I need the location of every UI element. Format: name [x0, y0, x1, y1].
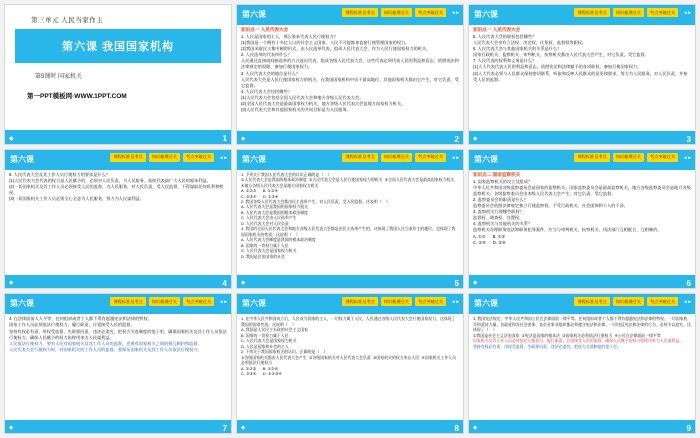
slide-thumbnail-7[interactable]	[4, 293, 232, 434]
body-text-2: (1)我国是一个拥有十多亿人口的社会主义国家，人民不可能都来直接行使管理国家的权力。	[241, 40, 410, 46]
body-text-4: 监察委员会依照法律规定独立行使监察权，不受行政机关、社会团体和个人的干涉。	[473, 203, 628, 209]
knowledge-point-label: 知识点二 国家监察机关	[473, 171, 521, 177]
footer-icon: ◆	[9, 280, 14, 287]
choice-cd: C. ②④ D. ③④	[473, 239, 506, 245]
body-text-5: 人民通过直接或间接选举的方式选出代表，组成各级人民代表大会。这些代表必须代表人民的利益和意志，依照宪法和法律规定的权限，参加行使国家权力。	[241, 58, 459, 70]
body-text-2: (1)人民代表大会代表的权力是人民赋予的，必须对人民负责，为人民服务，始终代表最广大人民的根本利益。	[9, 177, 211, 183]
nav-tabs	[110, 297, 228, 306]
footer-icon: ◆	[473, 280, 478, 287]
slide-body	[9, 172, 227, 273]
slide-number: 4	[222, 279, 227, 289]
tab-standard[interactable]: 课程标准及考点	[574, 8, 609, 17]
nav-tabs	[574, 8, 692, 17]
slide-number: 7	[222, 424, 227, 433]
question-2: 2. 我国各级人民代表大会都由民主选举产生，对人民负责，受人民监督。这表明（ ）	[241, 199, 390, 204]
nav-arrows-icon[interactable]: ◄►	[451, 299, 460, 305]
footer-icon: ◆	[473, 135, 478, 142]
nav-tabs	[342, 297, 460, 306]
tab-exam[interactable]: 考点突破过关	[647, 297, 678, 306]
body-text-8: 4. 人民代表大会包括哪些？	[241, 88, 292, 94]
knowledge-point-label: 知识点一 人民代表大会	[473, 27, 521, 32]
tab-exam[interactable]: 考点突破过关	[415, 8, 446, 17]
question-1: 1. 下列关于我国人民代表大会的认识正确的是（ ）	[241, 171, 332, 177]
body-text-4: 人民依法行使权力，要有人民对国家机关及其工作人员的监督，也要有国家机关之间的相互制约和监督。	[9, 340, 202, 346]
question-2-choice-c: C. 人民代表大会由人民选举产生	[241, 215, 297, 221]
site-credit: 第一PPT模板网·WWW.1PPT.COM	[27, 93, 127, 100]
body-text-3: (2)一切国家机关及其工作人员必须接受人民的监督，为人民服务，对人民负责，受人民监督，不得谋取任何私利和特权。	[9, 183, 224, 195]
slide-title: 第六课	[242, 10, 266, 19]
nav-arrows-icon[interactable]: ◄►	[219, 299, 228, 305]
body-text-6: (1)人大代表代表人民的利益和意志，依照宪法和法律赋予的各项职权，参加行使国家权力。	[473, 64, 642, 70]
slide-body	[241, 27, 459, 128]
footer-icon: ◆	[9, 425, 14, 431]
question-2-choice-b: B. 人民代表大会是我国的根本政治制度	[241, 209, 309, 215]
body-text-4: 国家行政机关、监察机关、审判机关、检察机关都由人民代表大会产生，对它负责，受它监督。	[473, 52, 649, 58]
slide-number: 8	[454, 424, 459, 433]
slide-footer-bar	[469, 420, 695, 433]
slide-thumbnail-3[interactable]	[468, 4, 696, 145]
body-text-6: 3. 人民代表大会的地位是什么？	[241, 70, 301, 76]
body-text-8: 监察机关办理职务违法和职务犯罪案件，应当与审判机关、检察机关、执法部门互相配合，互相制约。	[473, 227, 662, 233]
tab-knowledge[interactable]: 知识梳理过关	[381, 297, 412, 306]
body-text-1: 5. 人民代表大会的职权包括哪些？	[473, 34, 537, 39]
slide-number: 6	[686, 279, 691, 289]
tab-standard[interactable]: 课程标准及考点	[342, 153, 377, 162]
question-3-choice-a: A. 人民代表大会制度是我国的根本政治制度	[241, 237, 316, 243]
question-3: 3. 我国的全国人民代表大会和地方各级人民代表大会都是由民主选举产生的，这体现了我国人民当家作主的地位，也体现了我国国家机关的性质。这说明（ ）	[241, 226, 456, 237]
slide-thumbnail-5[interactable]	[236, 149, 464, 290]
slide-thumbnail-8[interactable]	[236, 293, 464, 434]
body-text-7: 人民代表大会是人民行使国家权力的机关，在我国国家机构中居于最高地位，其他国家机关都由它产生、对它负责、受它监督。	[241, 76, 459, 88]
slide-header	[237, 294, 463, 314]
body-text-6: 监督权、调查权、处置权。	[473, 215, 524, 221]
tab-standard[interactable]: 课程标准及考点	[110, 153, 145, 162]
slide-header	[469, 5, 695, 25]
nav-tabs	[574, 297, 692, 306]
slide-title: 第六课	[474, 154, 498, 164]
body-text-1: 1. 人民是国家的主人，那么谁来代表人民行使权力？	[241, 34, 338, 39]
slide-title: 第六课	[242, 154, 266, 164]
tab-knowledge[interactable]: 知识梳理过关	[613, 8, 644, 17]
question-1-choice-c: C. 人民代表大会是国家权力机关	[241, 338, 297, 344]
question-2-choice-cd: C. ②③④ D. ①②③④	[241, 371, 282, 377]
tab-standard[interactable]: 课程标准及考点	[110, 297, 145, 306]
choice-ab: A. ①② B. ①③	[473, 233, 506, 239]
body-text-1: 4. 在法律面前人人平等，任何组织或者个人都不得有超越宪法和法律的特权。	[9, 316, 152, 322]
nav-tabs	[342, 8, 460, 17]
body-text-5: 3. 监察机关行使哪些职权？	[473, 209, 524, 215]
question-3: 3. 我国宪法规定，中华人民共和国公民在法律面前一律平等。任何组织或者个人都不得有超越宪法和法律的特权。一切国家机关和武装力量、各政党和各社会团体、各企业事业组织都必须遵守宪法和法律。一切违反宪法和法律的行为，必须予以追究。这体现了（ ）	[473, 316, 691, 333]
nav-arrows-icon[interactable]: ◄►	[683, 154, 692, 160]
nav-arrows-icon[interactable]: ◄►	[683, 10, 692, 15]
slide-title: 第六课	[10, 299, 34, 309]
tab-exam[interactable]: 考点突破过关	[415, 153, 446, 162]
slide-body	[473, 27, 691, 128]
slide-body	[9, 316, 227, 417]
question-3-choice-d: D. 我国是法治国家的社会	[241, 253, 285, 259]
body-text-1: 8. 人民代表大会及其工作人员行使权力的要求是什么？	[9, 171, 110, 177]
slide-footer-bar	[237, 131, 463, 144]
body-text-2: 国家工作人员必须依法行使权力、履行职责，自觉接受人民的监督。	[9, 322, 135, 328]
tab-exam[interactable]: 考点突破过关	[183, 297, 214, 306]
tab-knowledge[interactable]: 知识梳理过关	[381, 153, 412, 162]
unit-line: 第三单元 人民当家作主	[31, 17, 104, 24]
tab-exam[interactable]: 考点突破过关	[415, 297, 446, 306]
tab-knowledge[interactable]: 知识梳理过关	[381, 8, 412, 17]
slide-title: 第六课	[10, 154, 34, 164]
nav-arrows-icon[interactable]: ◄►	[451, 10, 460, 15]
slide-number: 9	[686, 424, 691, 433]
tab-exam[interactable]: 考点突破过关	[647, 8, 678, 17]
slide-footer-bar	[469, 275, 695, 288]
body-text-1: 1. 国家监察机关的设立及组成？	[473, 178, 533, 184]
body-text-2: 中华人民共和国各级监察委员会是国家的监察机关。国家监察委员会是最高监察机关，地方各级监察委员会是地方各级监察机关。各级监察委员会由本级人民代表大会产生，对它负责，受它监督。	[473, 184, 691, 196]
question-1-choice-a: A. 我国是人民民主专政的社会主义国家	[241, 327, 309, 333]
slide-number: 1	[222, 133, 227, 143]
answer-explanation-2: 坚持有权必有责、用权受监督、失职要问责、违法必追究，把权力关进制度的笼子里。	[473, 343, 621, 349]
question-3-choice-b: B. 国家的一切权力属于人民	[241, 242, 289, 248]
slide-header	[5, 150, 231, 170]
footer-icon: ◆	[9, 135, 14, 142]
slide-title: 第六课	[474, 10, 498, 19]
slide-thumbnail-2[interactable]	[236, 4, 464, 145]
body-text-7: (2)人大代表必须与人民群众保持密切联系，听取和反映人民群众的意见和要求，努力为人民服务，对人民负责，并接受人民的监督。	[473, 70, 688, 82]
body-text-2: 人民代表大会享有立法权、决定权、任免权、监督权等职权。	[473, 40, 587, 46]
tab-standard[interactable]: 课程标准及考点	[342, 8, 377, 17]
nav-tabs	[574, 153, 692, 162]
footer-icon: ◆	[473, 425, 478, 431]
body-text-3: 坚持有权必有责、用权受监督、失职要问责、违法必追究，把权力关进制度的笼子里，确保国家机关及其工作人员依法行使权力，确保人民赋予的权力始终用来为人民谋利益。	[9, 328, 227, 340]
slide-number: 5	[454, 279, 459, 289]
question-2-choice-a: A. 人民代表大会是我国的国家权力机关	[241, 204, 309, 210]
footer-icon: ◆	[241, 280, 246, 287]
slide-thumbnail-6[interactable]	[468, 149, 696, 290]
slide-body	[241, 172, 459, 273]
tab-standard[interactable]: 课程标准及考点	[342, 297, 377, 306]
body-text-11: (3)人民代表大会和其他国家机关的共同目标是为人民服务。	[241, 107, 351, 113]
body-text-5: 人民代表大会行使权力时，对国家机关的工作人员的监督，要保证国家机关及其工作人员依法行使权力。	[9, 346, 202, 352]
body-text-4: (3)一切国家机关工作人员必须全心全意为人民服务，努力为人民谋利益。	[9, 196, 144, 202]
slide-number: 3	[686, 134, 691, 144]
slide-number: 2	[454, 134, 459, 144]
tab-knowledge[interactable]: 知识梳理过关	[149, 297, 180, 306]
nav-tabs	[342, 153, 460, 162]
slide-thumbnail-1[interactable]	[4, 4, 232, 145]
tab-knowledge[interactable]: 知识梳理过关	[149, 153, 180, 162]
tab-standard[interactable]: 课程标准及考点	[574, 297, 609, 306]
slide-footer-bar	[469, 131, 695, 144]
body-text-7: 4. 监察机关与其他机关的关系？	[473, 221, 533, 227]
question-3-choice-c: C. 人民代表大会是国家权力机关	[241, 248, 297, 254]
nav-arrows-icon[interactable]: ◄►	[451, 154, 460, 160]
slide-body	[241, 316, 459, 417]
tab-standard[interactable]: 课程标准及考点	[574, 153, 609, 162]
question-1-choice-d: D. 人民是国家和社会的主人	[241, 343, 289, 349]
slide-footer-bar	[5, 275, 231, 288]
body-text-4: 2. 人民选举的代表叫什么？	[241, 52, 292, 58]
footer-icon: ◆	[241, 425, 246, 431]
nav-tabs	[110, 153, 228, 162]
question-2-options: ①各级国家机关都由人民代表大会产生 ②各级国家机关对人民代表大会负责 ③国家机关的权力来自人民 ④国家机关工作人员必须依法行使权力	[241, 354, 456, 366]
knowledge-point-label: 知识点一 人民代表大会	[241, 27, 289, 32]
slide-footer-bar	[5, 420, 231, 433]
question-3-options: ①我国是社会主义法治国家 ②宪法是国家的根本法 ③国家机关必须依法行使权力 ④公民在法律面前一律平等	[473, 332, 661, 338]
nav-arrows-icon[interactable]: ◄►	[219, 154, 228, 160]
slide-header	[237, 5, 463, 25]
question-1-choice-b: B. 国家的一切权力属于人民	[241, 332, 289, 338]
body-text-3: 2. 监察委员会的职责是什么？	[473, 196, 528, 202]
title-banner	[15, 29, 221, 63]
question-1-choice-cd: C. ②③④ D. ①③④	[241, 193, 279, 199]
slide-footer-bar	[237, 420, 463, 433]
question-1-options: ①人民代表大会是我国的根本政治制度 ②人民代表大会是人民行使国家权力的机关 ③全国人民代表大会是最高国家权力机关 ④地方各级人民代表大会是地方国家权力机关	[241, 177, 457, 188]
question-2: 2. 下列关于我国国家机关的认识，正确的是（ ）	[241, 349, 328, 355]
slide-header	[469, 150, 695, 170]
nav-arrows-icon[interactable]: ◄►	[683, 299, 692, 305]
slide-header	[237, 150, 463, 170]
slide-header	[5, 294, 231, 314]
slide-footer-bar	[5, 130, 231, 144]
body-text-5: 7. 人民代表的权利和义务是什么？	[473, 58, 537, 64]
slide-footer-bar	[237, 275, 463, 288]
question-1-choice-ab: A. ①②③ B. ①②④	[241, 188, 278, 194]
body-text-9: (1)人民代表大会包括全国人民代表大会和地方各级人民代表大会。	[241, 94, 364, 100]
tab-exam[interactable]: 考点突破过关	[647, 153, 678, 162]
answer-explanation-1: 国家机关及其工作人员必须依法行使权力、履行职责，自觉接受人民的监督，确保人民赋予的权力始终用来为人民谋利益。	[473, 338, 684, 344]
slide-thumbnail-4[interactable]	[4, 149, 232, 290]
slide-thumbnail-9[interactable]	[468, 293, 696, 434]
question-1: 1. 在中华人民共和国成立后，人民成为国家的主人，一切权力属于人民，人民通过各级人民代表大会行使国家权力，这体现了我国的国家性质。这说明（ ）	[241, 316, 456, 327]
slide-header	[469, 294, 695, 314]
footer-icon: ◆	[241, 135, 246, 142]
slide-title: 第六课	[474, 299, 498, 309]
slide-body	[473, 172, 691, 273]
body-text-3: (2)我国采取民主集中制的形式，由人民选举代表，组成人民代表大会，作为人民行使国家权力的机关。	[241, 46, 431, 52]
tab-exam[interactable]: 考点突破过关	[183, 153, 214, 162]
body-text-10: (2)全国人民代表大会是最高国家权力机关，地方各级人民代表大会是地方国家权力机关。	[241, 101, 406, 107]
slide-body	[473, 316, 691, 417]
tab-knowledge[interactable]: 知识梳理过关	[613, 297, 644, 306]
question-2-choice-d: D. 人民代表大会对人民负责	[241, 220, 289, 226]
question-2-choice-ab: A. ①②③ B. ①②④	[241, 365, 278, 371]
deck-title: 第六课 我国国家机构	[61, 41, 175, 53]
tab-knowledge[interactable]: 知识梳理过关	[613, 153, 644, 162]
slide-title: 第六课	[242, 299, 266, 309]
body-text-3: 6. 人民代表大会与其他国家机关的关系是什么？	[473, 46, 562, 52]
section-line: 第5课时 国家机关	[35, 74, 83, 80]
